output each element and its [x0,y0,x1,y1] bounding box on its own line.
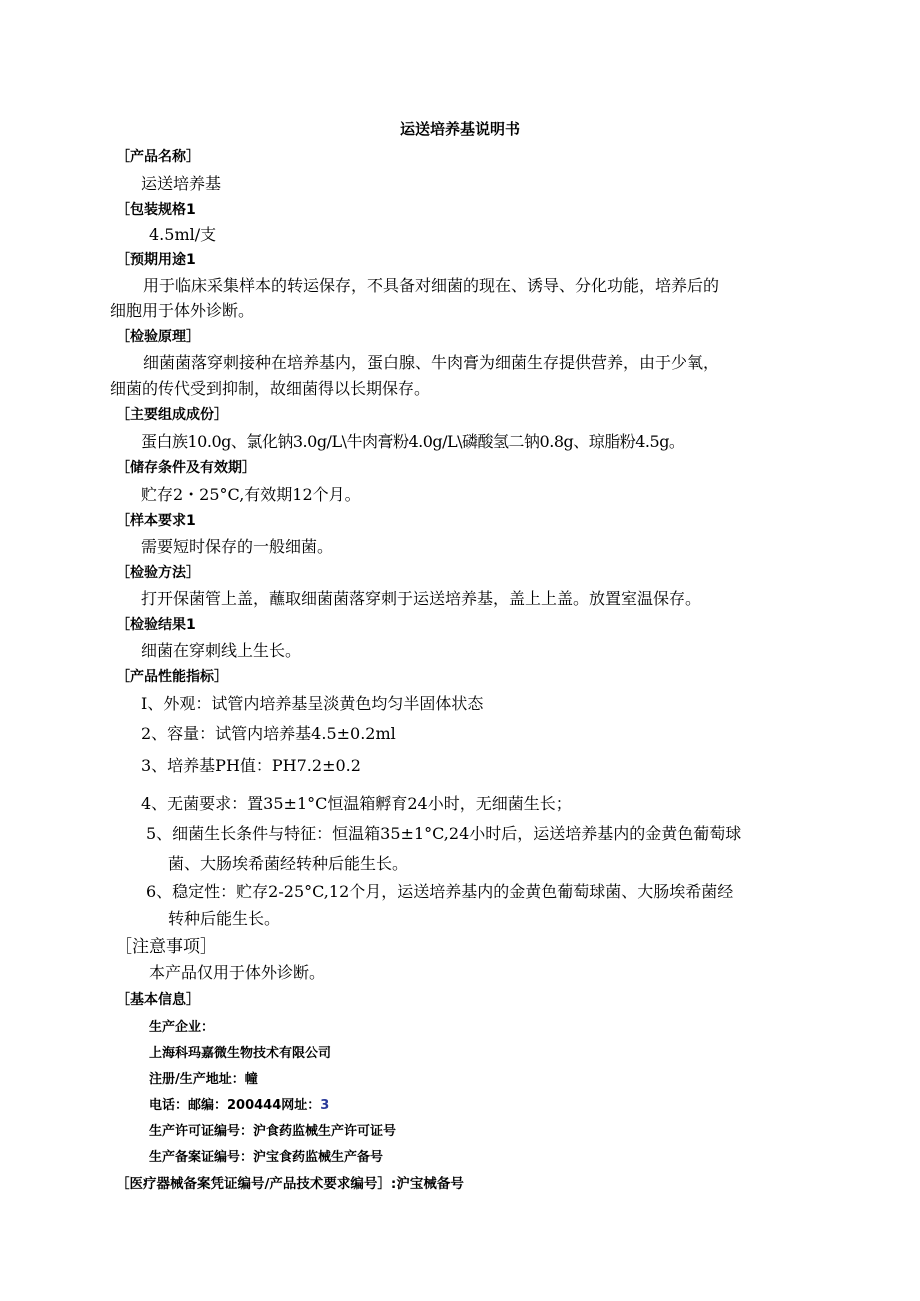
heading-composition: ［主要组成成份］ [116,407,228,423]
heading-product-name: ［产品名称］ [116,149,200,165]
method-text: 打开保菌管上盖，蘸取细菌菌落穿刺于运送培养基，盖上上盖。放置室温保存。 [141,589,702,608]
notes-text: 本产品仅用于体外诊断。 [149,963,326,982]
heading-storage: ［储存条件及有效期］ [116,460,256,476]
performance-item-2: 2、容量：试管内培养基4.5±0.2ml [141,724,396,743]
heading-intended-use: ［预期用途1 [116,252,196,268]
performance-item-5-line2: 菌、大肠埃希菌经转种后能生长。 [168,854,409,873]
heading-method: ［检验方法］ [116,565,200,581]
heading-performance: ［产品性能指标］ [116,669,228,685]
performance-item-4: 4、无菌要求：置35±1°C恒温箱孵育24小时，无细菌生长； [141,794,572,813]
intended-use-line2: 细胞用于体外诊断。 [110,301,255,320]
storage-text: 贮存2・25°C,有效期12个月。 [141,485,361,504]
heading-notes: ［注意事项］ [115,937,217,957]
heading-result: ［检验结果1 [116,617,196,633]
performance-item-1: I、外观：试管内培养基呈淡黄色均匀半固体状态 [141,694,484,713]
website-link[interactable]: 3 [320,1098,330,1113]
performance-item-5-line1: 5、细菌生长条件与特征：恒温箱35±1°C,24小时后，运送培养基内的金黄色葡萄球 [146,824,742,843]
contact-line [149,1094,329,1113]
heading-package: ［包装规格1 [116,202,196,218]
performance-item-6-line1: 6、稳定性：贮存2-25°C,12个月，运送培养基内的金黄色葡萄球菌、大肠埃希菌经 [146,882,734,901]
manufacturer-name: 上海科玛嘉微生物技术有限公司 [149,1046,332,1061]
package-text: 4.5ml/支 [149,225,217,244]
performance-item-6-line2: 转种后能生长。 [168,909,281,928]
document-title: 运送培养基说明书 [399,120,520,138]
sample-text: 需要短时保存的一般细菌。 [141,537,334,556]
product-name-text: 运送培养基 [141,174,222,193]
principle-line1: 细菌菌落穿刺接种在培养基内，蛋白腺、牛肉膏为细菌生存提供营养，由于少氧， [143,353,720,372]
address-line: 注册/生产地址：幢 [149,1072,258,1087]
heading-basic-info: ［基本信息］ [116,992,200,1008]
heading-principle: ［检验原理］ [116,329,200,345]
intended-use-line1: 用于临床采集样本的转运保存，不具备对细菌的现在、诱导、分化功能，培养后的 [143,276,720,295]
contact-text: 电话：邮编：200444网址： [149,1098,321,1113]
principle-line2: 细菌的传代受到抑制，故细菌得以长期保存。 [110,379,431,398]
license-line: 生产许可证编号：沪食药监械生产许可证号 [149,1124,397,1139]
filing-line: 生产备案证编号：沪宝食药监械生产备号 [149,1150,384,1165]
performance-item-3: 3、培养基PH值：PH7.2±0.2 [141,756,361,775]
manufacturer-label: 生产企业： [149,1020,215,1035]
device-filing-line: ［医疗器械备案凭证编号/产品技术要求编号］:沪宝械备号 [116,1176,464,1192]
composition-text: 蛋白族10.0g、氯化钠3.0g/L\牛肉膏粉4.0g/L\磷酸氢二钠0.8g、琼脂粉4.5g。 [141,432,685,451]
heading-sample: ［样本要求1 [116,513,196,529]
result-text: 细菌在穿刺线上生长。 [141,641,302,660]
